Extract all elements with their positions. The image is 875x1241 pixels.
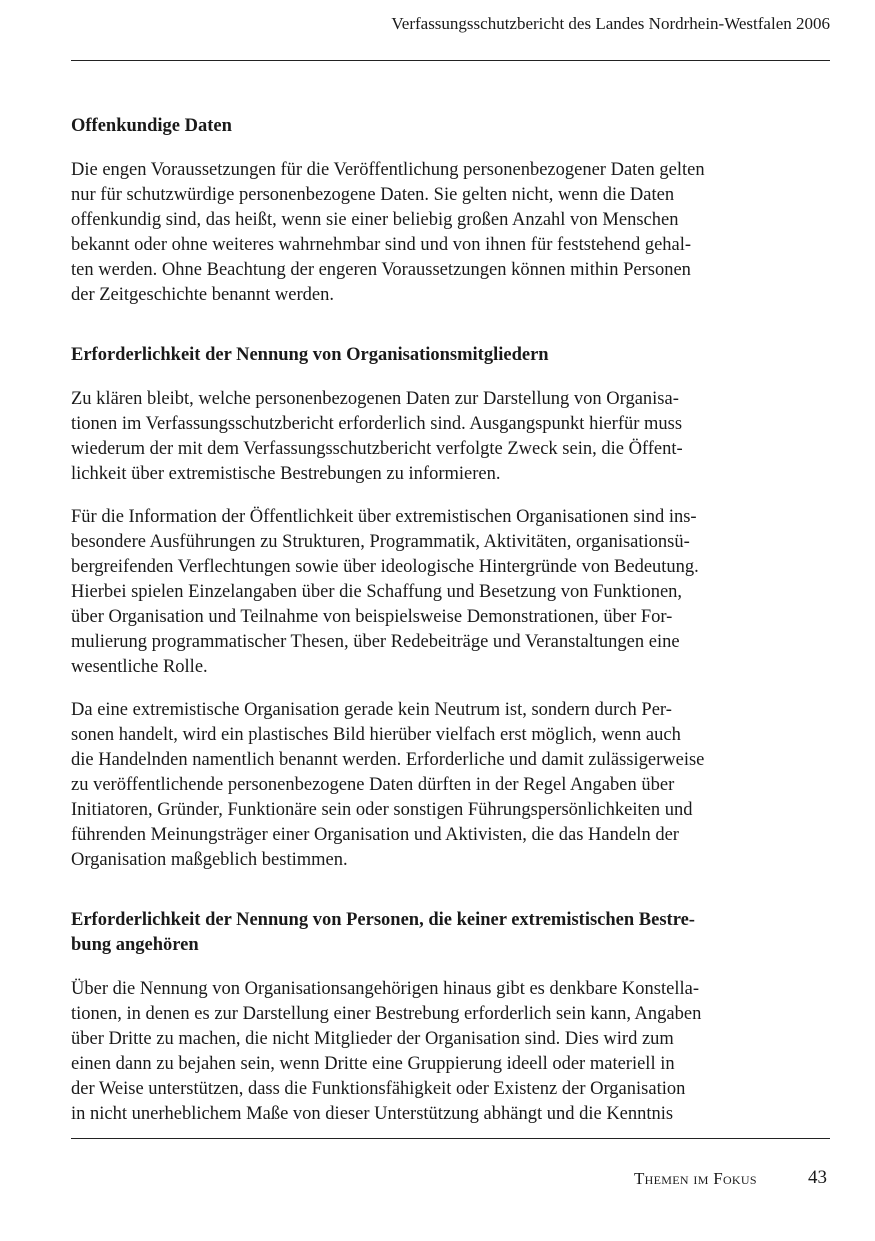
paragraph — [71, 977, 791, 1127]
text-line: Die engen Voraussetzungen für die Veröffentlichung personenbezogener Daten gelten — [71, 160, 705, 180]
text-line: bergreifenden Verflechtungen sowie über ideologische Hintergründe von Bedeutung. — [71, 557, 699, 577]
text-line: führenden Meinungsträger einer Organisation und Aktivisten, die das Handeln der — [71, 825, 679, 845]
heading-line: Erforderlichkeit der Nennung von Personen, die keiner extremistischen Bestre- — [71, 910, 695, 930]
text-line: über Organisation und Teilnahme von beispielsweise Demonstrationen, über For- — [71, 607, 673, 627]
paragraph — [71, 505, 791, 680]
text-line: bekannt oder ohne weiteres wahrnehmbar sind und von ihnen für feststehend gehal- — [71, 235, 692, 255]
text-line: tionen im Verfassungsschutzbericht erforderlich sind. Ausgangspunkt hierfür muss — [71, 414, 683, 434]
heading-line: bung angehören — [71, 935, 199, 955]
text-line: lichkeit über extremistische Bestrebungen zu informieren. — [71, 464, 501, 484]
text-line: über Dritte zu machen, die nicht Mitglieder der Organisation sind. Dies wird zum — [71, 1029, 674, 1049]
text-line: Initiatoren, Gründer, Funktionäre sein oder sonstigen Führungspersönlichkeiten und — [71, 800, 693, 820]
text-line: der Zeitgeschichte benannt werden. — [71, 285, 334, 305]
text-line: der Weise unterstützen, dass die Funktionsfähigkeit oder Existenz der Organisation — [71, 1079, 686, 1099]
text-line: Organisation maßgeblich bestimmen. — [71, 850, 348, 870]
text-line: Da eine extremistische Organisation gerade kein Neutrum ist, sondern durch Per- — [71, 700, 672, 720]
text-line: die Handelnden namentlich benannt werden. Erforderliche und damit zulässigerweise — [71, 750, 705, 770]
text-line: in nicht unerheblichem Maße von dieser Unterstützung abhängt und die Kenntnis — [71, 1104, 674, 1124]
section-heading-organisationsmitglieder: Erforderlichkeit der Nennung von Organisationsmitgliedern — [71, 345, 549, 365]
text-line: wiederum der mit dem Verfassungsschutzbericht verfolgte Zweck sein, die Öffent- — [71, 439, 683, 459]
page-number: 43 — [808, 1167, 827, 1188]
footer-rule — [71, 1138, 830, 1139]
text-line: sonen handelt, wird ein plastisches Bild hierüber vielfach erst möglich, wenn auch — [71, 725, 681, 745]
paragraph — [71, 387, 791, 487]
text-line: Für die Information der Öffentlichkeit über extremistischen Organisationen sind ins- — [71, 507, 697, 527]
text-line: zu veröffentlichende personenbezogene Daten dürften in der Regel Angaben über — [71, 775, 675, 795]
text-line: besondere Ausführungen zu Strukturen, Programmatik, Aktivitäten, organisationsü- — [71, 532, 690, 552]
text-line: einen dann zu bejahen sein, wenn Dritte eine Gruppierung ideell oder materiell in — [71, 1054, 675, 1074]
paragraph — [71, 698, 791, 873]
section-heading-offenkundige-daten: Offenkundige Daten — [71, 116, 232, 136]
text-line: Hierbei spielen Einzelangaben über die Schaffung und Besetzung von Funktionen, — [71, 582, 683, 602]
text-line: tionen, in denen es zur Darstellung einer Bestrebung erforderlich sein kann, Angaben — [71, 1004, 702, 1024]
text-line: offenkundig sind, das heißt, wenn sie einer beliebig großen Anzahl von Menschen — [71, 210, 679, 230]
section-heading-dritte-personen — [71, 908, 791, 958]
text-line: mulierung programmatischer Thesen, über Redebeiträge und Veranstaltungen eine — [71, 632, 680, 652]
text-line: ten werden. Ohne Beachtung der engeren Voraussetzungen können mithin Personen — [71, 260, 691, 280]
page-body — [71, 114, 791, 1127]
paragraph — [71, 158, 791, 308]
text-line: Zu klären bleibt, welche personenbezogenen Daten zur Darstellung von Organisa- — [71, 389, 679, 409]
header-rule — [71, 60, 830, 61]
text-line: wesentliche Rolle. — [71, 657, 208, 677]
running-head-title: Verfassungsschutzbericht des Landes Nordrhein-Westfalen 2006 — [391, 14, 830, 33]
text-line: Über die Nennung von Organisationsangehörigen hinaus gibt es denkbare Konstella- — [71, 979, 699, 999]
footer-section-title: Themen im Fokus — [634, 1169, 757, 1188]
text-line: nur für schutzwürdige personenbezogene Daten. Sie gelten nicht, wenn die Daten — [71, 185, 675, 205]
